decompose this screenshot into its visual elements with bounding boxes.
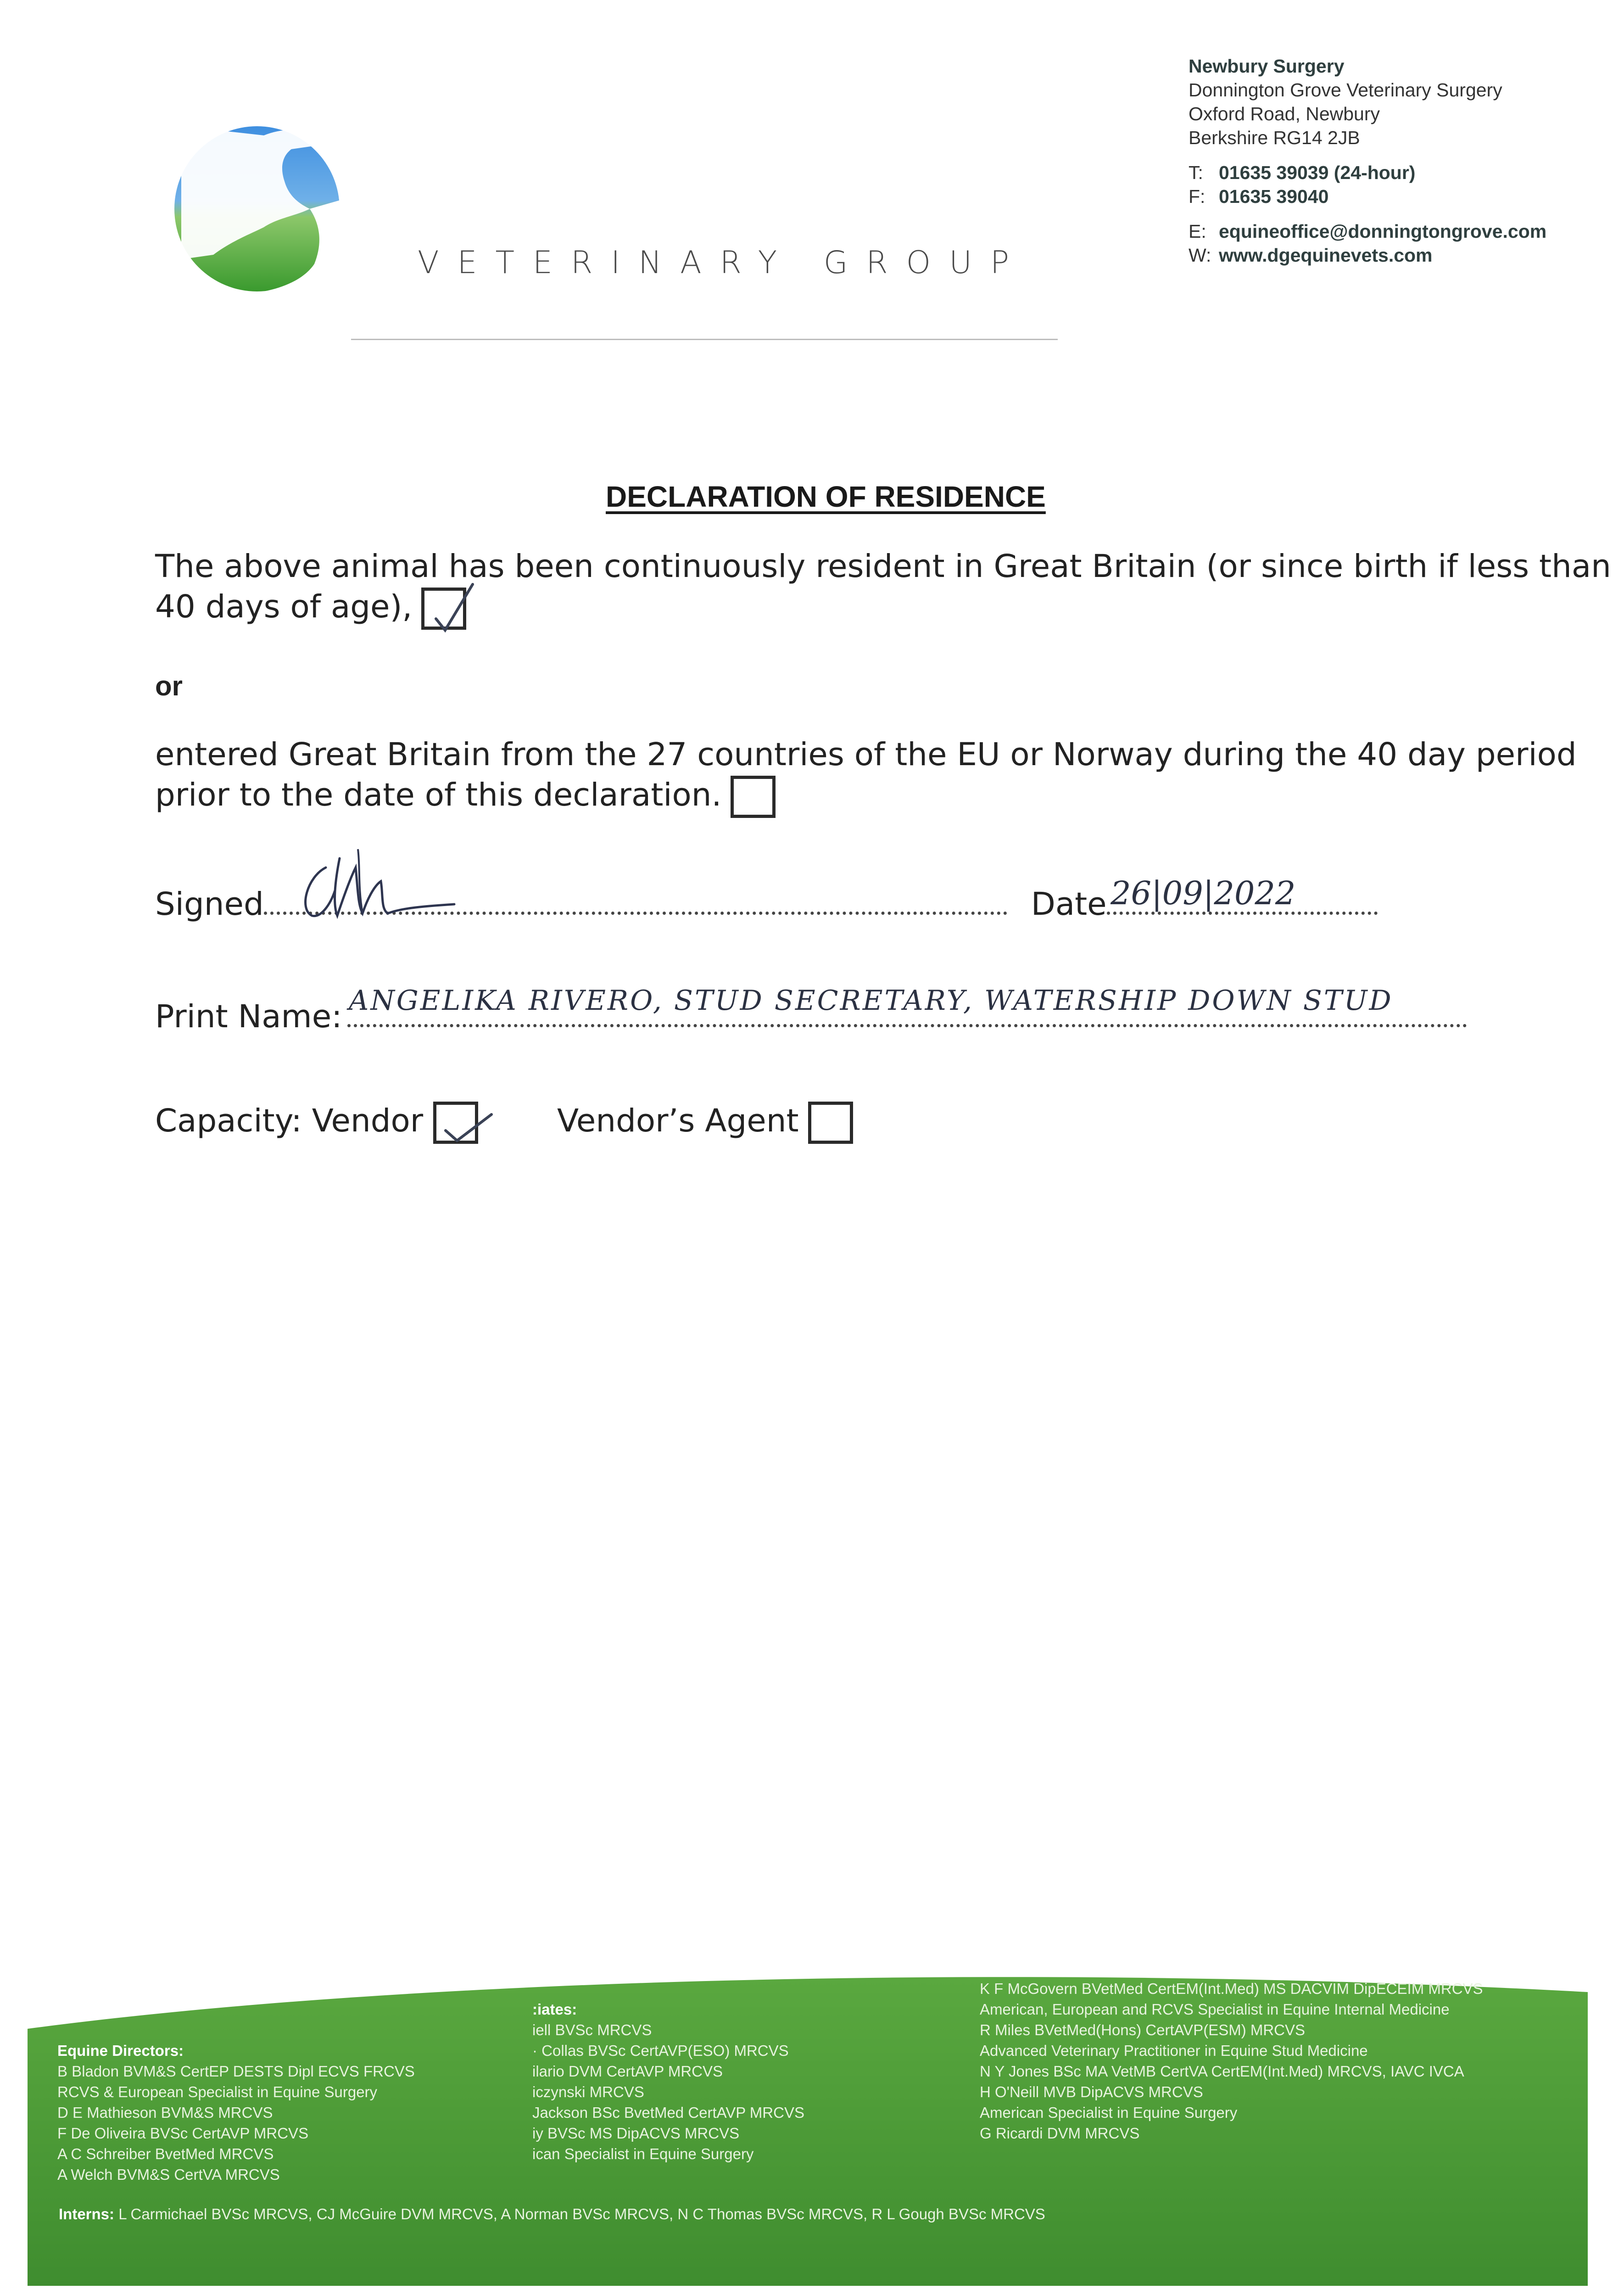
date-label: Date [1031,886,1107,923]
interns-list: L Carmichael BVSc MRCVS, CJ McGuire DVM MRCVS, A Norman BVSc MRCVS, N C Thomas BVSc MRCVS, R L Gough BVSc MRCVS [118,2205,1045,2222]
entered-statement [155,734,1577,818]
footer-band [28,1965,1588,2286]
statement-line: 40 days of age), [155,588,413,625]
resident-statement [155,546,1611,630]
associates-title: :iates: [532,2001,577,2018]
date-value: 26|09|2022 [1111,874,1296,912]
print-name-value: ANGELIKA RIVERO, STUD SECRETARY, WATERSHIP DOWN STUD [349,985,1393,1017]
statement-line: prior to the date of this declaration. [155,777,722,813]
director-entry: F De Oliveira BVSc CertAVP MRCVS [57,2125,309,2142]
capacity-vendor-label: Capacity: Vendor [155,1103,424,1140]
address-line: Donnington Grove Veterinary Surgery [1189,79,1502,101]
specialist-entry: American, European and RCVS Specialist in Equine Internal Medicine [980,2001,1450,2018]
header-divider [351,339,1058,340]
web-label: W: [1189,245,1211,266]
interns-line [59,2205,1045,2223]
associate-entry: Jackson BSc BvetMed CertAVP MRCVS [532,2104,804,2121]
checkmark-icon [441,1108,496,1153]
capacity-row [155,1102,853,1144]
vendors-agent-label: Vendor’s Agent [557,1103,799,1140]
address-line: Berkshire RG14 2JB [1189,127,1360,148]
specialist-entry: R Miles BVetMed(Hons) CertAVP(ESM) MRCVS [980,2021,1306,2038]
fax-label: F: [1189,186,1205,207]
checkmark-icon [429,593,484,639]
handwritten-signature [289,840,500,923]
specialists-list [980,1978,1483,2144]
print-name-label: Print Name: [155,998,342,1035]
director-entry: D E Mathieson BVM&S MRCVS [57,2104,273,2121]
specialist-entry: H O'Neill MVB DipACVS MRCVS [980,2083,1203,2100]
associate-entry: iczynski MRCVS [532,2083,644,2100]
associate-entry: ican Specialist in Equine Surgery [532,2145,754,2162]
print-name-field[interactable] [347,1019,1467,1027]
associate-entry: iy BVSc MS DipACVS MRCVS [532,2125,740,2142]
interns-title: Interns: [59,2205,115,2222]
associate-entry: · Collas BVSc CertAVP(ESO) MRCVS [532,2042,789,2059]
address-line: Oxford Road, Newbury [1189,103,1380,124]
surgery-name: Newbury Surgery [1189,56,1345,77]
page-title: DECLARATION OF RESIDENCE [606,480,1046,513]
logo-wordmark: VETERINARY GROUP [418,245,1027,281]
vendor-checkbox[interactable] [433,1102,478,1144]
vendors-agent-checkbox[interactable] [808,1102,853,1144]
website-link[interactable]: www.dgequinevets.com [1219,245,1433,266]
fax-number: 01635 39040 [1219,186,1329,207]
email-link[interactable]: equineoffice@donningtongrove.com [1219,221,1547,242]
resident-checkbox[interactable] [421,588,466,630]
directors-title: Equine Directors: [57,2042,184,2059]
contact-block [1189,54,1546,267]
statement-line: The above animal has been continuously resident in Great Britain (or since birth if less than [155,548,1611,585]
entered-checkbox[interactable] [731,776,776,818]
signed-label: Signed [155,886,264,923]
specialist-entry: G Ricardi DVM MRCVS [980,2125,1140,2142]
director-entry: A Welch BVM&S CertVA MRCVS [57,2166,280,2183]
associate-entry: iell BVSc MRCVS [532,2021,652,2038]
or-separator: or [155,671,183,701]
director-entry: RCVS & European Specialist in Equine Surgery [57,2083,378,2100]
specialist-entry: Advanced Veterinary Practitioner in Equine Stud Medicine [980,2042,1368,2059]
phone-number: 01635 39039 (24-hour) [1219,162,1416,183]
directors-list [57,2040,415,2185]
phone-label: T: [1189,162,1203,183]
specialist-entry: N Y Jones BSc MA VetMB CertVA CertEM(Int.Med) MRCVS, IAVC IVCA [980,2063,1464,2080]
specialist-entry: American Specialist in Equine Surgery [980,2104,1238,2121]
veterinary-group-logo [172,117,342,294]
director-entry: A C Schreiber BvetMed MRCVS [57,2145,274,2162]
statement-line: entered Great Britain from the 27 countries of the EU or Norway during the 40 day period [155,736,1577,773]
associates-list [532,1999,804,2164]
director-entry: B Bladon BVM&S CertEP DESTS Dipl ECVS FRCVS [57,2063,415,2080]
associate-entry: ilario DVM CertAVP MRCVS [532,2063,723,2080]
specialist-entry: K F McGovern BVetMed CertEM(Int.Med) MS DACVIM DipECEIM MRCVS [980,1980,1483,1997]
email-label: E: [1189,221,1206,242]
